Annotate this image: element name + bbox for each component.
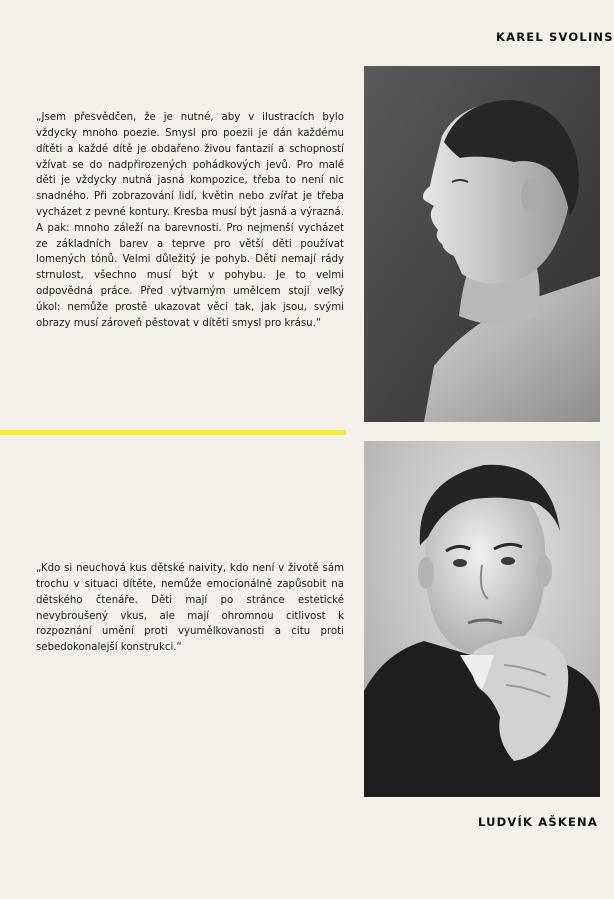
portrait-photo-bottom	[364, 441, 600, 797]
quote-askenazy: „Kdo si neuchová kus dětské naivity, kdo není v životě sám trochu v situaci dítěte, nemůže emocionálně zapůsobit na dětského čtenáře. Děti mají po stránce estetické nevybroušený vkus, ale mají ohromnou citlivost k rozpoznání umění proti vyumělkovanosti a citu proti sebedokonalejší konstrukci.“	[36, 563, 344, 654]
artist-name-top: KAREL SVOLINS	[496, 30, 614, 44]
portrait-photo-top	[364, 66, 600, 422]
portrait-profile-image	[364, 66, 600, 422]
artist-name-bottom: LUDVÍK AŠKENA	[478, 815, 598, 829]
quote-svolinsky: „Jsem přesvědčen, že je nutné, aby v ilustracích bylo vždycky mnoho poezie. Smysl pro poezii je dán každému dítěti a každé dítě je obdařeno živou fantazií a schopností vžívat se do nadpřirozených pohádkových jevů. Pro malé děti je vždycky nutná jasná kompozice, třeba to není nic snadného. Při zobrazování lidí, květin nebo zvířat je třeba vycházet z pevné kontury. Kresba musí být jasná a výrazná. A pak: mnoho záleží na barevnosti. Pro nejmenší vycházet ze základních barev a teprve pro větší děti používat lomených tónů. Velmi důležitý je pohyb. Děti nemají rády strnulost, všechno musí být v pohybu. Je to velmi odpovědná práce. Před výtvarným umělcem stojí velký úkol: nemůže prostě ukazovat věci tak, jak jsou, svými obrazy musí zároveň pěstovat v dítěti smysl pro krásu.“	[36, 112, 344, 329]
yellow-divider	[0, 430, 346, 435]
portrait-hand-chin-image	[364, 441, 600, 797]
